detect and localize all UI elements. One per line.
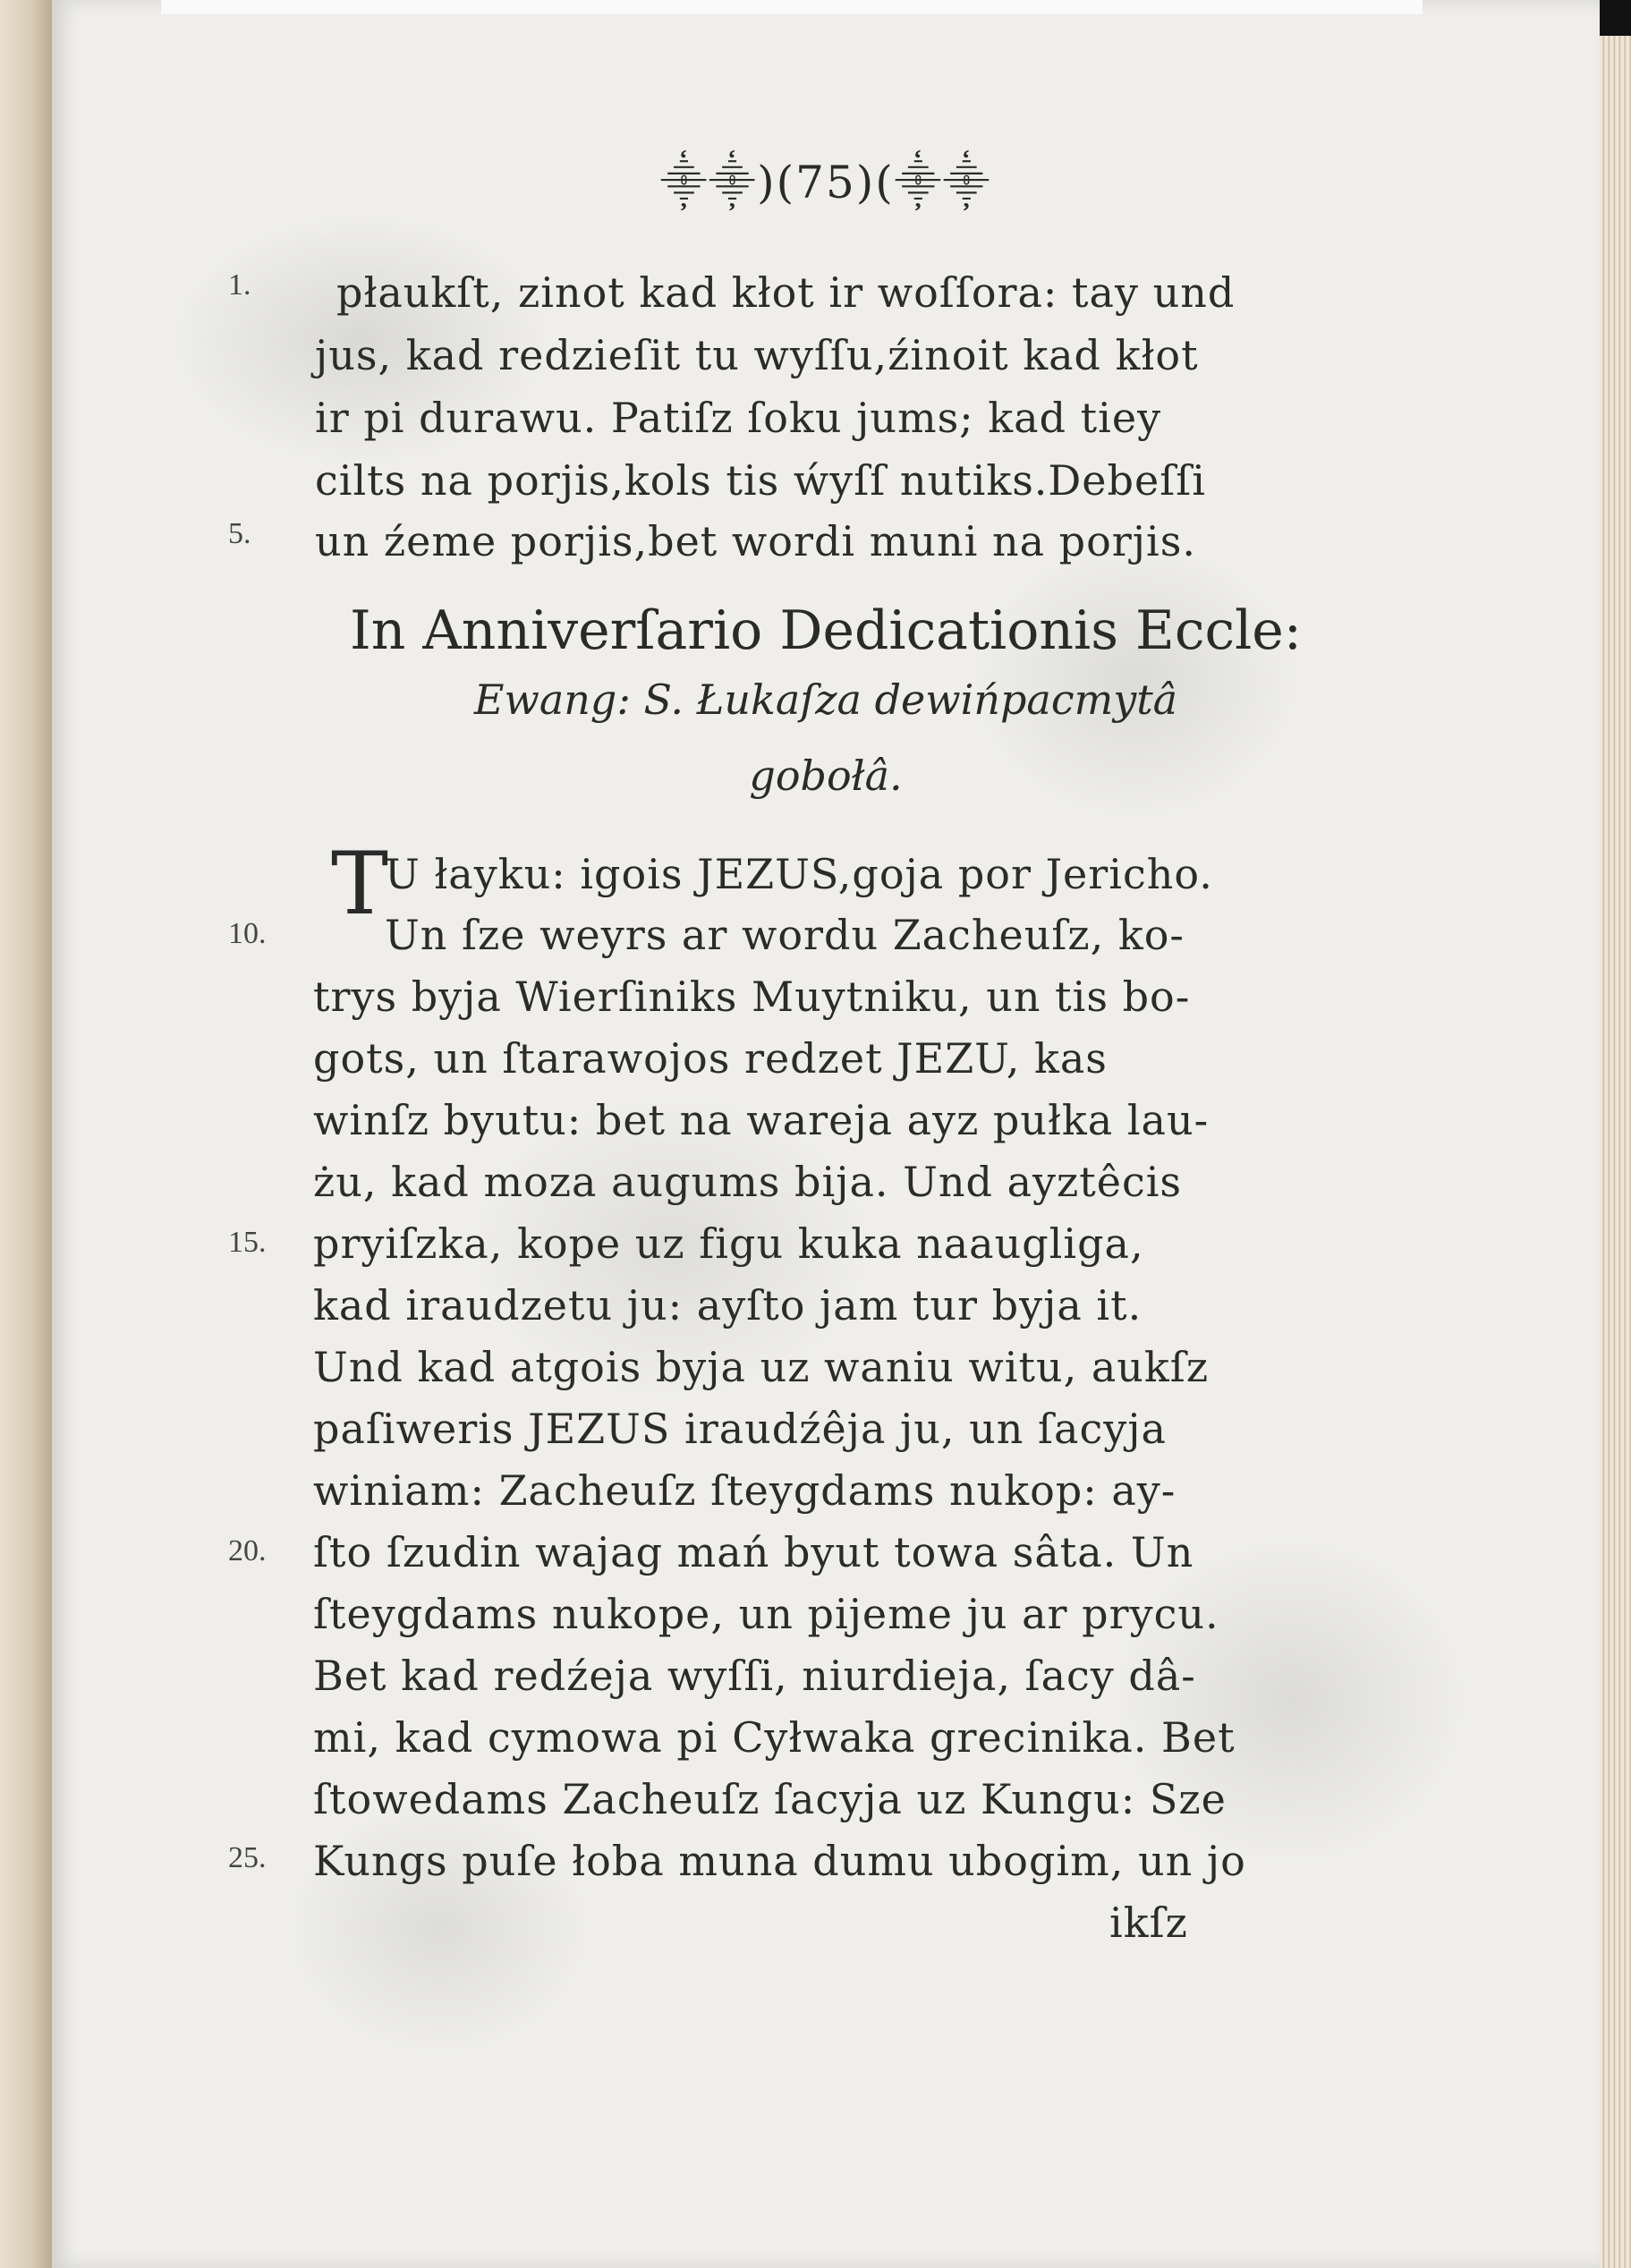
text-line: Und kad atgois byja uz waniu witu, aukſz xyxy=(313,1343,1210,1391)
section-subheading-2: gobołâ. xyxy=(749,752,903,800)
page-header: ⸎⸎)(75)(⸎⸎ xyxy=(659,157,992,208)
text-line: kad iraudzetu ju: ayſto jam tur byja it. xyxy=(313,1281,1143,1329)
section-subheading: Ewang: S. Łukaſza dewińpacmytâ xyxy=(473,675,1178,724)
left-page-edge xyxy=(0,0,52,2268)
text-line: pryiſzka, kope uz figu kuka naaugliga, xyxy=(313,1219,1144,1268)
text-line: U łayku: igois JEZUS,goja por Jericho. xyxy=(385,850,1213,898)
text-line: ir pi durawu. Patiſz ſoku jums; kad tiey xyxy=(315,394,1162,442)
line-number: 1. xyxy=(228,268,251,302)
text-line: trys byja Wierſiniks Muytniku, un tis bo- xyxy=(313,973,1191,1021)
text-line: ſtowedams Zacheuſz ſacyja uz Kungu: Sze xyxy=(313,1775,1227,1823)
text-line: żu, kad moza augums bija. Und ayztêcis xyxy=(313,1158,1183,1206)
text-line: un źeme porjis,bet wordi muni na porjis. xyxy=(315,517,1196,565)
line-number: 25. xyxy=(228,1841,267,1874)
text-line: winiam: Zacheuſz ſteygdams nukop: ay- xyxy=(313,1466,1177,1515)
text-line: mi, kad cymowa pi Cyłwaka grecinika. Bet xyxy=(313,1713,1236,1762)
text-line: ſto ſzudin wajag mań byut towa sâta. Un xyxy=(313,1528,1194,1576)
text-line: winſz byutu: bet na wareja ayz pułka lau- xyxy=(313,1096,1210,1144)
line-number: 5. xyxy=(228,517,251,550)
text-line: cilts na porjis,kols tis ẃyſſ nutiks.Debeſſi xyxy=(315,456,1206,505)
text-line: Bet kad redźeja wyſſi, niurdieja, ſacy dâ- xyxy=(313,1652,1196,1700)
text-line: Kungs puſe łoba muna dumu ubogim, un jo xyxy=(313,1837,1246,1885)
line-number: 15. xyxy=(228,1226,267,1259)
text-line: płaukſt, zinot kad kłot ir woſſora: tay und xyxy=(336,268,1236,317)
text-line: Un ſze weyrs ar wordu Zacheuſz, ko- xyxy=(385,911,1185,959)
text-line: gots, un ſtarawojos redzet JEZU, kas xyxy=(313,1034,1108,1083)
catchword: ikſz xyxy=(1109,1898,1188,1947)
line-number: 10. xyxy=(228,917,267,950)
text-line: jus, kad redzieſit tu wyſſu,źinoit kad kłot xyxy=(315,331,1199,379)
drop-cap: T xyxy=(331,834,389,934)
top-paper-strip xyxy=(161,0,1423,14)
right-page-stack xyxy=(1600,36,1631,2268)
line-number: 20. xyxy=(228,1534,267,1567)
text-line: paſiweris JEZUS iraudźêja ju, un ſacyja xyxy=(313,1405,1167,1453)
text-line: ſteygdams nukope, un pijeme ju ar prycu. xyxy=(313,1590,1219,1638)
section-heading: In Anniverſario Dedicationis Eccle: xyxy=(350,599,1302,662)
